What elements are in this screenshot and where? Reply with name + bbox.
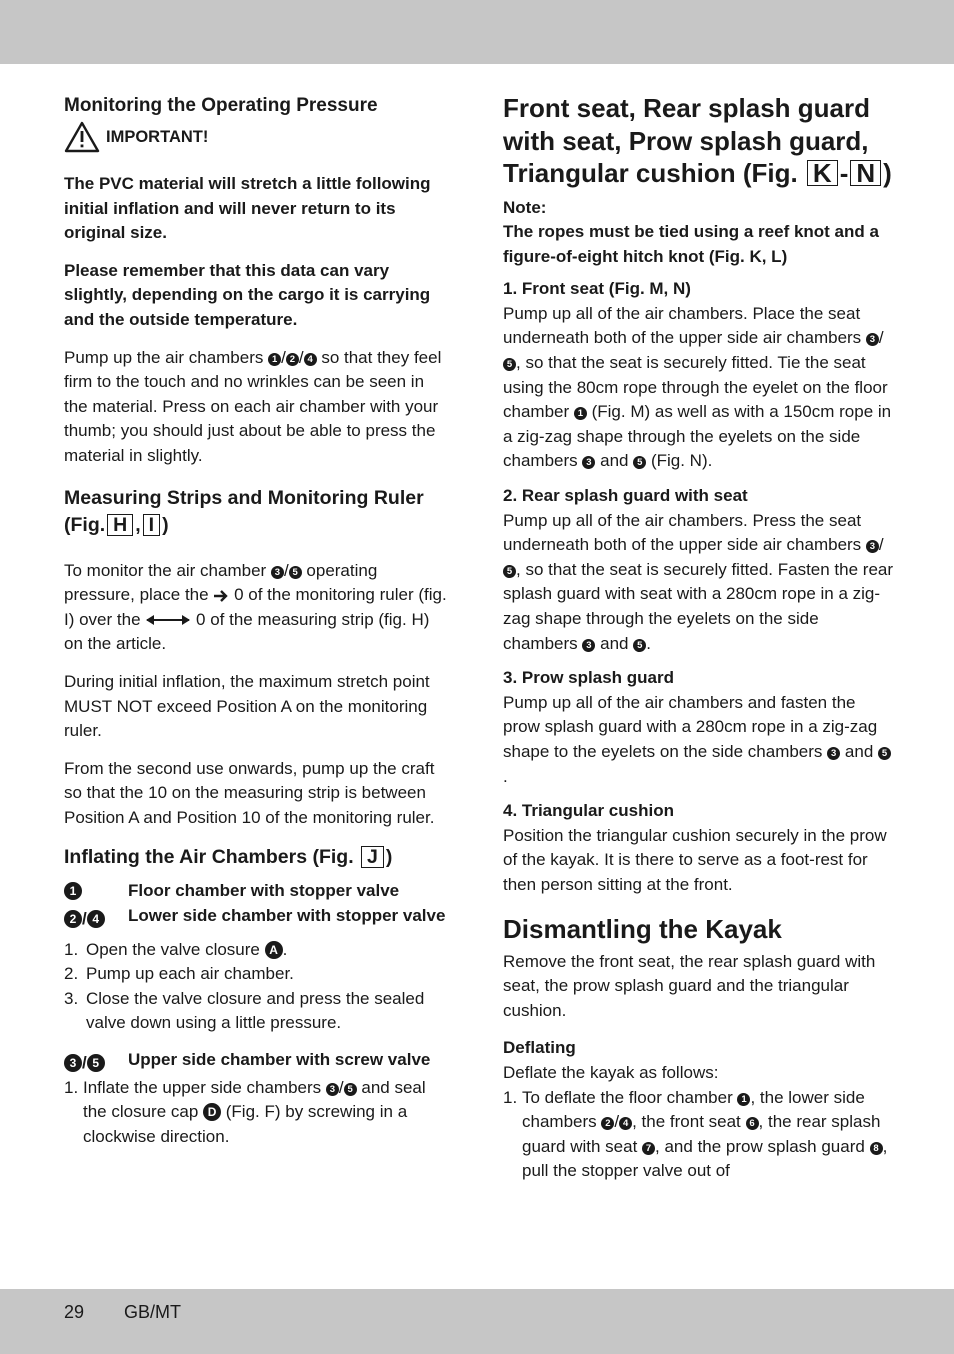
right-column <box>503 92 895 1184</box>
inflate-upper-step: 1. Inflate the upper side chambers 3 / 5 and seal the closure cap D (Fig. F) by screwing in a clockwise direction. <box>64 1077 426 1146</box>
page-number: 29 <box>64 1302 85 1322</box>
dismantle-text: Remove the front seat, the rear splash guard with seat, the prow splash guard and the triangular cushion. <box>503 951 876 1020</box>
inflate-step-2: 2. Pump up each air chamber. <box>64 964 294 984</box>
closure-a-marker: A <box>265 941 283 959</box>
inflate-step-3: 3. Close the valve closure and press the sealed valve down using a little pressure. <box>64 988 425 1033</box>
deflating-title: Deflating <box>503 1038 576 1058</box>
left-column <box>64 92 452 1149</box>
rear-splash-title: 2. Rear splash guard with seat <box>503 486 748 506</box>
deflating-intro: Deflate the kayak as follows: <box>503 1062 719 1082</box>
closure-d-marker: D <box>203 1103 221 1121</box>
data-vary-note: Please remember that this data can vary slightly, depending on the cargo it is carrying and the outside temperature. <box>64 260 431 329</box>
dismantle-heading: Dismantling the Kayak <box>503 913 782 944</box>
front-seat-text: Pump up all of the air chambers. Place the seat underneath both of the upper side air chambers 3 /5 , so that the seat is securely fitted. Tie the seat using the 80cm rope through the eyelet on the floor chamber 1 (Fig. M) as well as with a 150cm rope in a zig-zag shape through the eyelets on the side chambers 3 and 5 (Fig. N). <box>503 303 892 471</box>
pvc-stretch-note: The PVC material will stretch a little following initial inflation and will never return to its original size. <box>64 174 431 243</box>
rear-splash-text: Pump up all of the air chambers. Press the seat underneath both of the upper side air chambers 3 /5 , so that the seat is securely fitted. Fasten the rear splash guard with seat with a 280cm rope in a zig-zag shape through the eyelets on the side chambers 3 and 5 . <box>503 510 894 653</box>
header-band <box>0 0 954 64</box>
chamber-3-marker: 3 <box>271 566 284 579</box>
chamber-1-marker: 1 <box>268 353 281 366</box>
strips-text-2: During initial inflation, the maximum stretch point MUST NOT exceed Position A on the monitoring ruler. <box>64 671 430 741</box>
note-text: The ropes must be tied using a reef knot and a figure-of-eight hitch knot (Fig. K, L) <box>503 222 879 266</box>
inflating-heading: Inflating the Air Chambers (Fig. J ) <box>64 846 393 869</box>
triangular-cushion-text: Position the triangular cushion securely in the prow of the kayak. It is there to serve as a foot-rest for then person sitting at the front. <box>503 825 887 894</box>
warning-icon <box>64 121 100 153</box>
fig-j-label: J <box>361 846 384 868</box>
triangular-cushion-title: 4. Triangular cushion <box>503 801 674 821</box>
fig-k-label: K <box>807 160 838 186</box>
fig-h-label: H <box>107 514 133 536</box>
deflate-step-1: 1. To deflate the floor chamber 1 , the lower side chambers 2 / 4 , the front seat 6 , the rear splash guard with seat 7 , and the prow splash guard 8 , pull the stopper valve out of <box>503 1087 888 1181</box>
language-code: GB/MT <box>124 1302 182 1322</box>
chamber-2-marker: 2 <box>286 353 299 366</box>
fig-i-label: I <box>143 514 160 536</box>
inflate-step-1: 1. Open the valve closure A . <box>64 939 288 959</box>
prow-splash-text: Pump up all of the air chambers and fasten the prow splash guard with a 280cm rope in a zig-zag shape to the eyelets on the side chambers 3 and 5. <box>503 691 895 789</box>
pump-up-text: Pump up the air chambers 1 / 2 / 4 so that they feel firm to the touch and no wrinkles can be seen in the material. Press on each air chamber with your thumb; you should just about be able to press the material in slightly. <box>64 347 442 465</box>
arrow-right-icon <box>213 589 229 603</box>
pressure-heading: Monitoring the Operating Pressure <box>64 95 378 116</box>
legend-upper-side-chamber: 3 / 5 Upper side chamber with screw valve <box>64 1048 452 1076</box>
note-label: Note: <box>503 197 547 217</box>
important-notice <box>64 120 452 154</box>
important-label: IMPORTANT! <box>106 127 209 146</box>
strips-text-3: From the second use onwards, pump up the craft so that the 10 on the measuring strip is between Position A and Position 10 of the monitoring ruler. <box>64 758 435 827</box>
chamber-4-marker: 4 <box>304 353 317 366</box>
double-arrow-icon <box>145 614 191 626</box>
chamber-5-marker: 5 <box>289 566 302 579</box>
legend-1-marker: 1 <box>64 882 82 900</box>
front-seat-title: 1. Front seat (Fig. M, N) <box>503 279 691 299</box>
legend-floor-chamber: 1 Floor chamber with stopper valve <box>64 879 452 904</box>
legend-lower-side-chamber: 2 / 4 Lower side chamber with stopper valve <box>64 904 452 932</box>
prow-splash-title: 3. Prow splash guard <box>503 668 674 688</box>
seat-heading: Front seat, Rear splash guard with seat, Prow splash guard, Triangular cushion (Fig. K - N ) <box>503 93 892 188</box>
strips-text-1: To monitor the air chamber 3 / 5 operating pressure, place the 0 of the monitoring ruler (fig. I) over the 0 of the measuring strip (fig. H) on the article. <box>64 560 447 654</box>
fig-n-label: N <box>850 160 881 186</box>
page-footer <box>64 1302 181 1323</box>
strips-heading: Measuring Strips and Monitoring Ruler (Fig. H , I ) <box>64 486 424 536</box>
